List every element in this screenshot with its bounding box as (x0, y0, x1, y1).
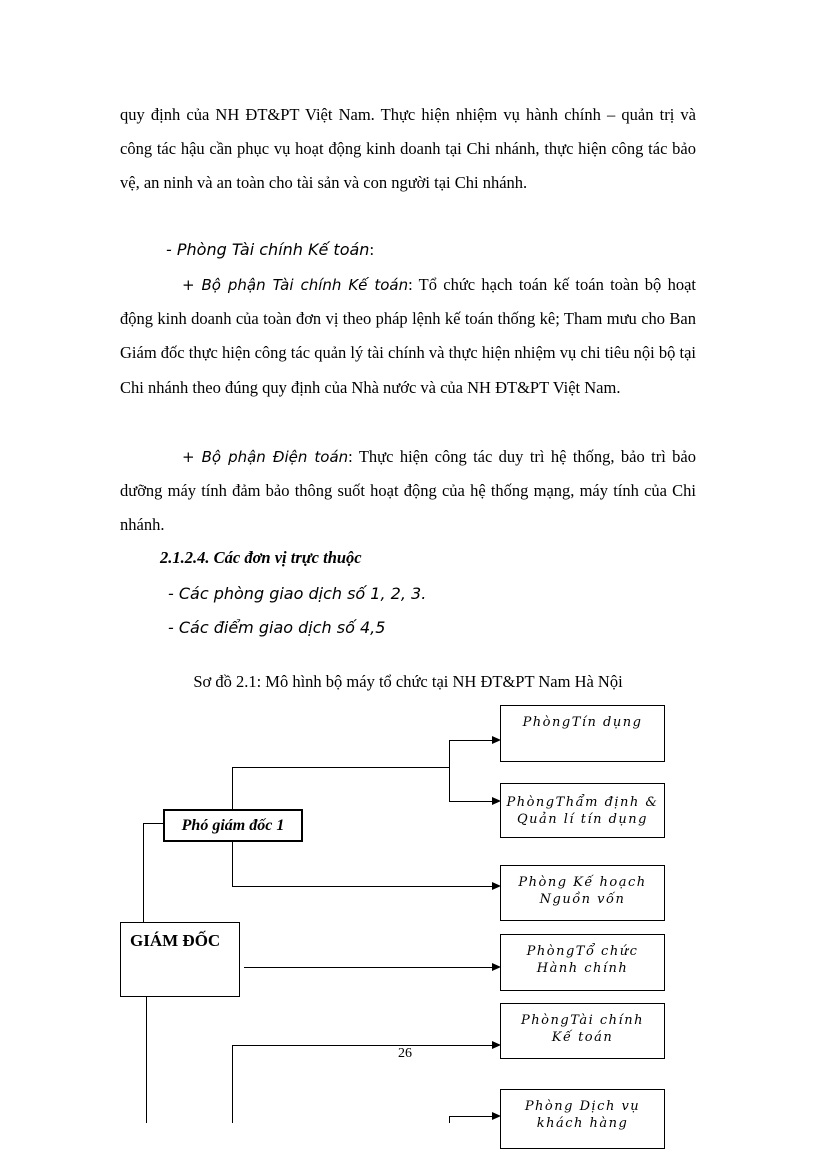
dept-service-line2: khách hàng (536, 1116, 629, 1131)
finance-dept-label: - Phòng Tài chính Kế toán (166, 240, 370, 259)
unit-item-1: - Các phòng giao dịch số 1, 2, 3. (168, 584, 427, 603)
connector-split (449, 740, 450, 801)
dept-planning-box (500, 865, 665, 921)
dept-finance-line2: Kế toán (551, 1030, 614, 1045)
connector-deputy2-up (232, 1045, 233, 1123)
dept-finance-box (500, 1003, 665, 1059)
dept-credit-line1: PhòngTín dụng (522, 715, 643, 730)
finance-dept-colon: : (369, 240, 375, 259)
connector-director-down (146, 997, 147, 1123)
dept-planning-line2: Nguồn vốn (539, 892, 626, 907)
connector-to-finance (232, 1045, 493, 1046)
it-section-body: : Thực hiện công tác duy trì hệ thống, bảo trì bảo dưỡng máy tính đảm bảo thông suốt hoạt động của hệ thống mạng, máy tính của Chi nhánh. (120, 447, 696, 535)
dept-planning-line1: Phòng Kế hoạch (518, 875, 647, 890)
dept-finance-line1: PhòngTài chính (521, 1013, 644, 1028)
unit-item-2: - Các điểm giao dịch số 4,5 (168, 618, 386, 637)
dept-service-line1: Phòng Dịch vụ (524, 1099, 641, 1114)
paragraph-admin: quy định của NH ĐT&PT Việt Nam. Thực hiện nhiệm vụ hành chính – quản trị và công tác hậu cần phục vụ hoạt động kinh doanh tại Chi nhánh, thực hiện công tác bảo vệ, an ninh và an toàn cho tài sản và con người tại Chi nhánh. (120, 105, 696, 193)
diagram-caption: Sơ đồ 2.1: Mô hình bộ máy tổ chức tại NH ĐT&PT Nam Hà Nội (193, 672, 623, 691)
dept-appraisal-box (500, 783, 665, 838)
section-heading: 2.1.2.4. Các đơn vị trực thuộc (160, 548, 362, 567)
connector-to-deputy (143, 823, 163, 824)
director-box: GIÁM ĐỐC (120, 922, 240, 997)
connector-deputy-down (232, 842, 233, 886)
dept-hr-box (500, 934, 665, 991)
dept-appraisal-line1: PhòngThẩm định & (506, 794, 659, 810)
connector-director-up (143, 823, 144, 922)
page-number: 26 (398, 1046, 412, 1061)
connector-to-hr (244, 967, 493, 968)
connector-deputy-up (232, 767, 233, 809)
connector-to-service (449, 1116, 493, 1117)
dept-credit-box (500, 705, 665, 762)
finance-section-label: + Bộ phận Tài chính Kế toán (182, 276, 409, 294)
dept-hr-line2: Hành chính (536, 961, 629, 976)
it-section-label: + Bộ phận Điện toán (182, 448, 349, 466)
finance-section-body: : Tổ chức hạch toán kế toán toàn bộ hoạt động kinh doanh của toàn đơn vị theo pháp lệnh kế toán thống kê; Tham mưu cho Ban Giám đốc thực hiện công tác quản lý tài chính và thực hiện nhiệm vụ chi tiêu nội bộ tại Chi nhánh theo đúng quy định của Nhà nước và của NH ĐT&PT Việt Nam. (120, 275, 696, 397)
connector-service-up (449, 1116, 450, 1123)
paragraph-finance-dept (166, 240, 374, 260)
connector-deputy-top (232, 767, 449, 768)
connector-to-credit (449, 740, 493, 741)
connector-to-planning (232, 886, 493, 887)
paragraph-finance-section (120, 268, 696, 405)
deputy-director-1-box: Phó giám đốc 1 (163, 809, 303, 842)
paragraph-it-section (120, 440, 696, 543)
connector-to-appraisal (449, 801, 493, 802)
dept-hr-line1: PhòngTổ chức (526, 944, 639, 959)
dept-appraisal-line2: Quản lí tín dụng (516, 811, 648, 827)
dept-service-box (500, 1089, 665, 1149)
